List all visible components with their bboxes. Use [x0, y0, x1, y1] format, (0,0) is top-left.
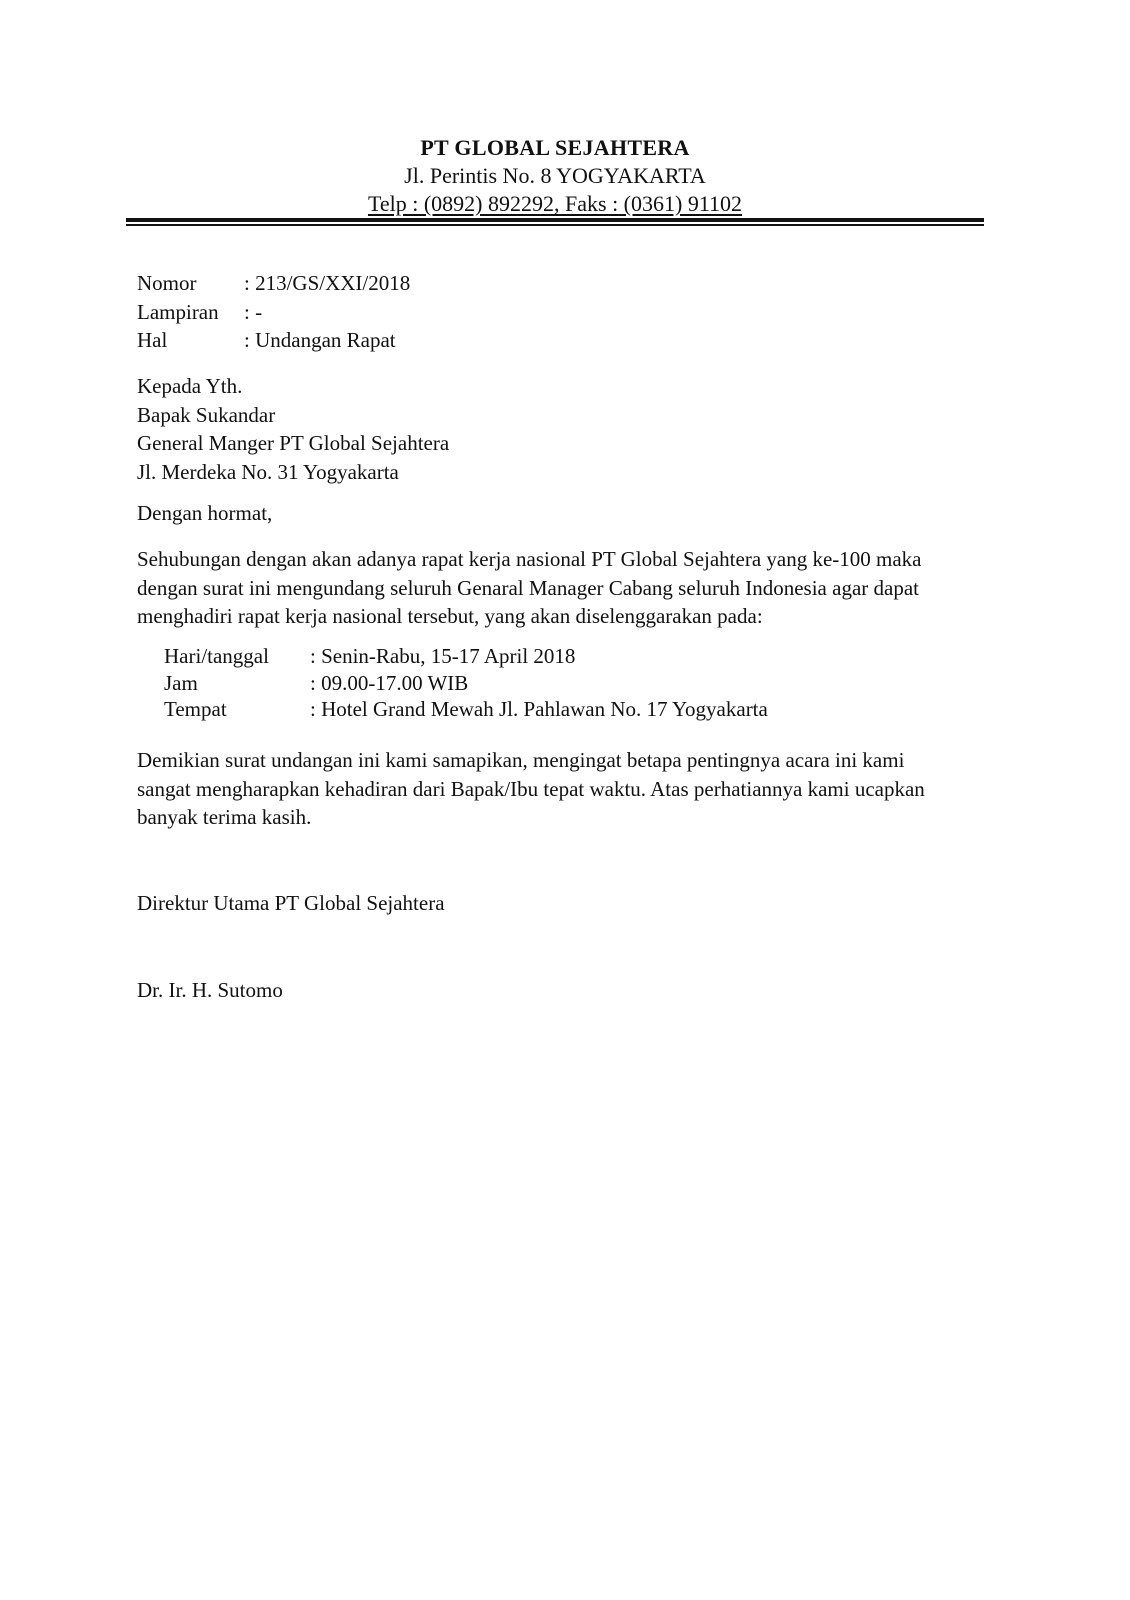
meta-value: : Undangan Rapat: [244, 328, 396, 352]
event-details: [164, 643, 768, 723]
detail-label: Jam: [164, 670, 198, 695]
company-contact: Telp : (0892) 892292, Faks : (0361) 91102: [367, 191, 743, 216]
body-line: banyak terima kasih.: [137, 805, 312, 829]
recipient-line: Jl. Merdeka No. 31 Yogyakarta: [137, 459, 399, 484]
body-line: Demikian surat undangan ini kami samapikan, mengingat betapa pentingnya acara ini kami: [137, 748, 905, 772]
meta-row-hal: [137, 326, 410, 355]
detail-row-place: [164, 696, 768, 723]
detail-value: : 09.00-17.00 WIB: [310, 670, 469, 695]
meta-row-lampiran: [137, 298, 410, 327]
body-line: sangat mengharapkan kehadiran dari Bapak/Ibu tepat waktu. Atas perhatiannya kami ucapkan: [137, 776, 925, 801]
detail-label: Hari/tanggal: [164, 644, 269, 668]
signature-title: Direktur Utama PT Global Sejahtera: [137, 891, 445, 915]
detail-value: : Senin-Rabu, 15-17 April 2018: [310, 644, 576, 668]
detail-row-time: [164, 670, 768, 697]
meta-label: Nomor: [137, 271, 197, 295]
body-line: dengan surat ini mengundang seluruh Genaral Manager Cabang seluruh Indonesia agar dapat: [137, 575, 919, 600]
body-line: Sehubungan dengan akan adanya rapat kerja nasional PT Global Sejahtera yang ke-100 maka: [137, 547, 922, 571]
body-line: menghadiri rapat kerja nasional tersebut, yang akan diselenggarakan pada:: [137, 604, 763, 628]
body-opening: [137, 545, 1017, 631]
meta-value: : 213/GS/XXI/2018: [244, 271, 411, 295]
detail-label: Tempat: [164, 697, 227, 721]
detail-value: : Hotel Grand Mewah Jl. Pahlawan No. 17 Yogyakarta: [310, 697, 768, 721]
recipient-line: General Manger PT Global Sejahtera: [137, 431, 450, 455]
signature-name: Dr. Ir. H. Sutomo: [137, 978, 283, 1002]
meta-label: Lampiran: [137, 299, 219, 324]
greeting: Dengan hormat,: [137, 501, 273, 525]
recipient-block: [137, 372, 449, 486]
divider-thick-line: [126, 218, 984, 222]
meta-row-nomor: [137, 269, 410, 298]
body-closing: [137, 746, 1017, 832]
company-address: Jl. Perintis No. 8 YOGYAKARTA: [404, 163, 706, 188]
company-name: PT GLOBAL SEJAHTERA: [420, 135, 690, 160]
detail-row-date: [164, 643, 768, 670]
recipient-line: Bapak Sukandar: [137, 402, 276, 427]
letterhead: [126, 134, 984, 218]
meta-label: Hal: [137, 328, 168, 352]
letterhead-divider: [126, 218, 984, 225]
letter-meta: [137, 269, 410, 355]
divider-thin-line: [126, 224, 984, 226]
meta-value: : -: [244, 299, 263, 324]
recipient-line: Kepada Yth.: [137, 374, 243, 398]
